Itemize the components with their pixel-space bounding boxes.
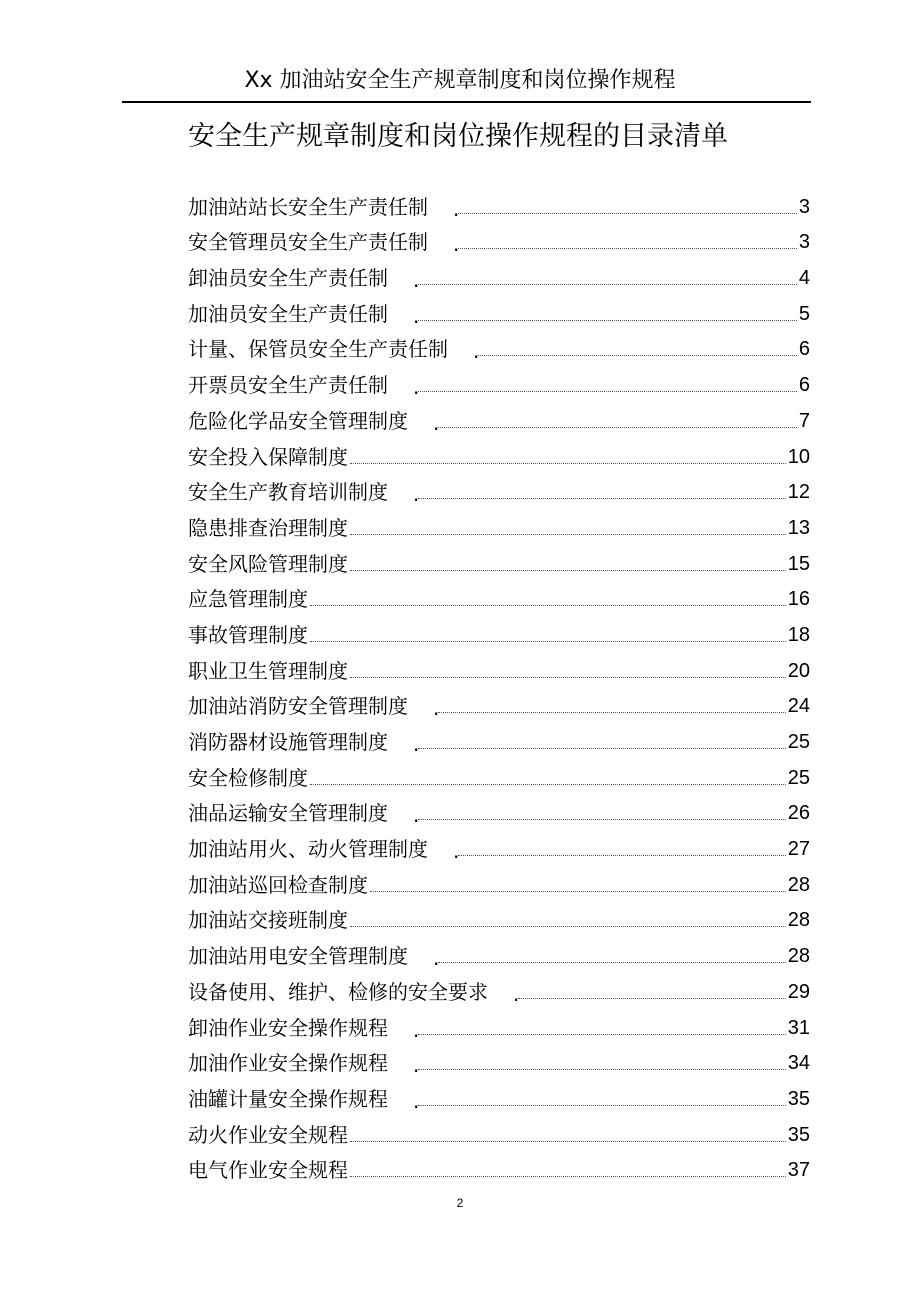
toc-entry[interactable]: [188, 898, 810, 934]
toc-entry[interactable]: [188, 577, 810, 613]
toc-entry-label: 电气作业安全规程: [188, 1158, 348, 1183]
toc-entry-label: 安全投入保障制度: [188, 444, 348, 469]
toc-dot-leader: [418, 284, 797, 285]
toc-entry-label: 隐患排查治理制度: [188, 515, 348, 540]
toc-entry-page-number: 16: [787, 588, 810, 611]
toc-entry[interactable]: [188, 220, 810, 256]
toc-dot-leader: [350, 570, 786, 571]
toc-dot-leader: [418, 819, 786, 820]
toc-dot-leader: [458, 213, 797, 214]
toc-entry-page-number: 28: [787, 873, 810, 896]
toc-dot-leader: [350, 1176, 786, 1177]
toc-dot-leader: [418, 498, 786, 499]
toc-dot-leader: [350, 926, 786, 927]
toc-entry-page-number: 15: [787, 552, 810, 575]
toc-entry-page-number: 31: [787, 1016, 810, 1039]
toc-entry-page-number: 24: [787, 695, 810, 718]
toc-entry-label: 油品运输安全管理制度: [188, 801, 388, 826]
toc-entry[interactable]: [188, 184, 810, 220]
toc-entry[interactable]: [188, 327, 810, 363]
toc-entry[interactable]: [188, 1005, 810, 1041]
toc-dot-leader: [418, 748, 786, 749]
toc-entry-page-number: 10: [787, 445, 810, 468]
toc-dot-leader: [310, 605, 786, 606]
toc-entry-label: 危险化学品安全管理制度: [188, 408, 408, 433]
toc-dot-leader: [310, 784, 786, 785]
toc-entry[interactable]: [188, 1076, 810, 1112]
toc-entry[interactable]: [188, 1041, 810, 1077]
toc-entry-label: 油罐计量安全操作规程: [188, 1086, 388, 1111]
toc-dot-leader: [418, 1034, 786, 1035]
page-number: 2: [456, 1196, 464, 1210]
toc-entry-label: 加油站用电安全管理制度: [188, 944, 408, 969]
toc-entry-page-number: 35: [787, 1123, 810, 1146]
toc-entry[interactable]: [188, 291, 810, 327]
toc-dot-leader: [418, 1105, 786, 1106]
toc-entry-page-number: 27: [787, 838, 810, 861]
toc-entry-label: 加油员安全生产责任制: [188, 301, 388, 326]
toc-dot-leader: [350, 677, 786, 678]
toc-entry-label: 加油站用火、动火管理制度: [188, 837, 428, 862]
toc-entry-page-number: 4: [798, 267, 810, 290]
toc-entry-page-number: 37: [787, 1159, 810, 1182]
toc-entry-label: 安全风险管理制度: [188, 551, 348, 576]
toc-dot-leader: [310, 641, 786, 642]
toc-entry-page-number: 5: [798, 302, 810, 325]
toc-entry[interactable]: [188, 398, 810, 434]
toc-entry-page-number: 13: [787, 516, 810, 539]
toc-entry-page-number: 28: [787, 945, 810, 968]
toc-entry-label: 加油作业安全操作规程: [188, 1051, 388, 1076]
toc-entry[interactable]: [188, 862, 810, 898]
toc-dot-leader: [518, 998, 786, 999]
toc-dot-leader: [350, 534, 786, 535]
toc-dot-leader: [458, 855, 786, 856]
toc-entry[interactable]: [188, 541, 810, 577]
toc-entry[interactable]: [188, 719, 810, 755]
toc-dot-leader: [458, 248, 797, 249]
toc-entry[interactable]: [188, 470, 810, 506]
toc-entry-label: 加油站消防安全管理制度: [188, 694, 408, 719]
toc-entry-page-number: 6: [798, 374, 810, 397]
toc-dot-leader: [438, 712, 786, 713]
toc-dot-leader: [418, 1069, 786, 1070]
toc-entry[interactable]: [188, 826, 810, 862]
toc-entry-page-number: 18: [787, 623, 810, 646]
toc-dot-leader: [418, 320, 797, 321]
toc-entry-page-number: 20: [787, 659, 810, 682]
toc-entry-label: 事故管理制度: [188, 622, 308, 647]
toc-entry[interactable]: [188, 969, 810, 1005]
toc-entry-label: 卸油作业安全操作规程: [188, 1015, 388, 1040]
toc-entry-label: 加油站巡回检查制度: [188, 872, 368, 897]
toc-entry-label: 计量、保管员安全生产责任制: [188, 337, 448, 362]
toc-dot-leader: [370, 891, 786, 892]
toc-entry[interactable]: [188, 1112, 810, 1148]
toc-entry-label: 设备使用、维护、检修的安全要求: [188, 979, 488, 1004]
toc-dot-leader: [350, 1141, 786, 1142]
toc-entry-label: 动火作业安全规程: [188, 1122, 348, 1147]
toc-entry[interactable]: [188, 684, 810, 720]
header-divider: [122, 101, 811, 103]
toc-entry-label: 应急管理制度: [188, 587, 308, 612]
toc-dot-leader: [438, 427, 797, 428]
toc-entry-label: 安全管理员安全生产责任制: [188, 230, 428, 255]
toc-entry-page-number: 35: [787, 1087, 810, 1110]
toc-entry-page-number: 6: [798, 338, 810, 361]
toc-entry[interactable]: [188, 648, 810, 684]
toc-entry-label: 加油站交接班制度: [188, 908, 348, 933]
toc-list: [188, 184, 810, 1183]
toc-entry-page-number: 3: [798, 231, 810, 254]
toc-entry[interactable]: [188, 755, 810, 791]
toc-entry[interactable]: [188, 1148, 810, 1184]
toc-entry[interactable]: [188, 255, 810, 291]
toc-entry[interactable]: [188, 434, 810, 470]
toc-dot-leader: [418, 391, 797, 392]
toc-entry-page-number: 7: [798, 409, 810, 432]
toc-entry-label: 加油站站长安全生产责任制: [188, 194, 428, 219]
toc-entry-page-number: 25: [787, 766, 810, 789]
toc-dot-leader: [350, 463, 786, 464]
toc-dot-leader: [478, 355, 797, 356]
toc-entry-label: 开票员安全生产责任制: [188, 373, 388, 398]
toc-title: 安全生产规章制度和岗位操作规程的目录清单: [188, 121, 728, 152]
toc-entry[interactable]: [188, 505, 810, 541]
toc-entry-label: 卸油员安全生产责任制: [188, 266, 388, 291]
toc-entry[interactable]: [188, 362, 810, 398]
toc-entry-page-number: 25: [787, 731, 810, 753]
toc-entry-page-number: 29: [787, 980, 810, 1003]
toc-entry-page-number: 34: [787, 1052, 810, 1075]
toc-entry[interactable]: [188, 933, 810, 969]
toc-entry-label: 职业卫生管理制度: [188, 658, 348, 683]
toc-entry-label: 安全生产教育培训制度: [188, 480, 388, 505]
toc-entry-label: 安全检修制度: [188, 765, 308, 790]
toc-entry-label: 消防器材设施管理制度: [188, 730, 388, 754]
toc-entry-page-number: 26: [787, 802, 810, 825]
toc-entry-page-number: 3: [798, 195, 810, 218]
toc-entry[interactable]: [188, 612, 810, 648]
toc-entry[interactable]: [188, 791, 810, 827]
page-header-title: Xx 加油站安全生产规章制度和岗位操作规程: [244, 68, 676, 93]
toc-dot-leader: [438, 962, 786, 963]
toc-entry-page-number: 28: [787, 909, 810, 932]
toc-entry-page-number: 12: [787, 481, 810, 504]
